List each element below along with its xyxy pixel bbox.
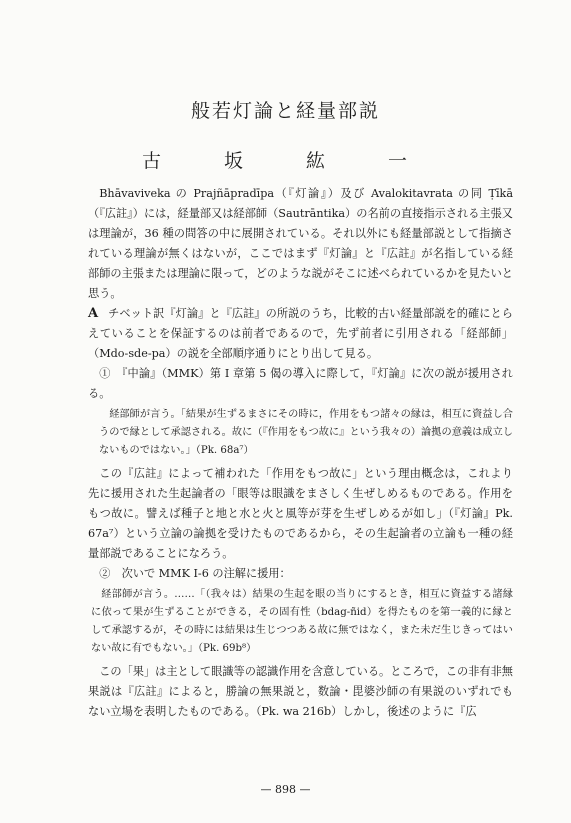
- article-body: [88, 184, 513, 722]
- paragraph-3: この「果」は主として眼識等の認識作用を含意している。ところで，この非有非無果説は『広註』によると，勝論の無果説と，数論・毘婆沙師の有果説のいずれでもない立場を表明したものである。（Pk. wa 216b）しかし，後述のように『広: [88, 665, 513, 718]
- item-2: ② 次いで MMK I-6 の注解に援用：: [99, 567, 291, 580]
- section-a-text: チベット訳『灯論』と『広註』の所説のうち，比較的古い経量部説を的確にとらえていることを保証するのは前者であるので，先ず前者に引用される「経部師」（Mdo-sde-pa）の説を全部順序通りにとり出して見る。: [88, 307, 513, 360]
- item-1: ① 『中論』（MMK）第 I 章第 5 偈の導入に際して，『灯論』に次の説が援用される。: [88, 367, 513, 400]
- quote-2: 経部師が言う。……「（我々は）結果の生起を眼の当りにするとき，相互に資益する諸縁に依って果が生ずることができる，その固有性（bdag-ñid）を得たものを第一義的に縁として承認するが，その時には結果は生じつつある故に無ではなく，また未だ生じきってはいない故に有でもない。」（Pk. 69b⁸）: [91, 589, 513, 654]
- section-letter: A: [88, 306, 99, 321]
- quote-1: 経部師が言う。「結果が生ずるまさにその時に，作用をもつ諸々の縁は，相互に資益し合うので縁として承認される。故に（『作用をもつ故に』という我々の）論拠の意義は成立しないものではない。」（Pk. 68a⁷）: [99, 409, 513, 456]
- intro-paragraph: Bhāvaviveka の Prajñāpradīpa（『灯論』）及び Avalokitavrata の同 Ṭīkā（『広註』）には，経量部又は経部師（Sautrāntika）の名前の直接指示される主張又は理論が，36 種の問答の中に展開されている。それ以外にも経量部説として指摘されている理論が無くはないが，ここではまず『灯論』と『広註』が名指している経部師の主張または理論に限って，どのような説がそこに述べられているかを見たいと思う。: [88, 187, 513, 300]
- author-name: 古 坂 紘 一: [141, 150, 429, 172]
- paper-title: 般若灯論と経量部説: [190, 100, 380, 122]
- paragraph-2: この『広註』によって補われた「作用をもつ故に」という理由概念は，これより先に援用された生起論者の「眼等は眼識をまさしく生ぜしめるものである。作用をもつ故に。譬えば種子と地と水と火と風等が芽を生ぜしめるが如し」（『灯論』Pk. 67a⁷）という立論の論拠を受けたものであるから，その生起論者の立論も一種の経量部説であることになろう。: [88, 467, 513, 560]
- section-a-paragraph: [88, 304, 513, 364]
- page-number: — 898 —: [260, 783, 311, 796]
